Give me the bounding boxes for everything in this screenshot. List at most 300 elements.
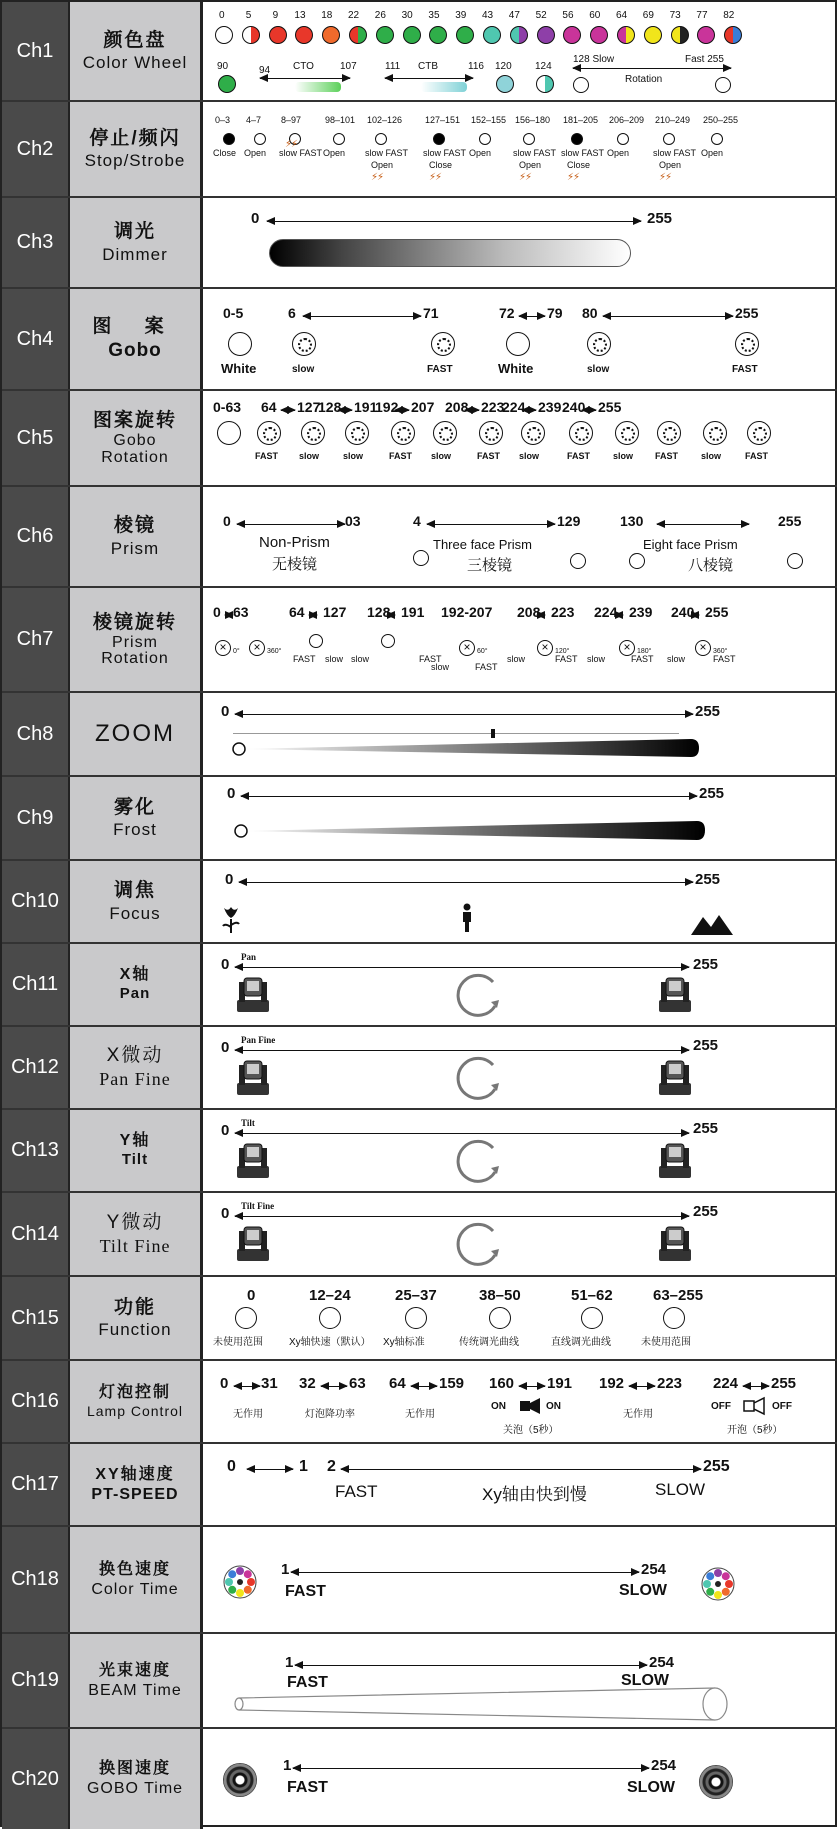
strobe-range: 156–180 (515, 115, 551, 125)
row-ch20 (2, 1729, 837, 1829)
channel-name-en: Lamp Control (86, 1402, 184, 1419)
lamp-off-icon (518, 1397, 542, 1415)
ch13-body (205, 1110, 837, 1191)
gobo-range-c: 71 (423, 305, 439, 321)
channel-name-cn: 棱镜 (113, 515, 156, 536)
channel-number: Ch17 (2, 1444, 70, 1525)
lamp-desc-3: 无作用 (405, 1409, 435, 1420)
strobe-label: Close (213, 148, 237, 158)
channel-name-en: Tilt Fine (99, 1235, 171, 1256)
channel-name (70, 391, 203, 485)
rotation-range: 64 (261, 399, 277, 415)
color-value: 82 (723, 10, 735, 21)
prism-arrow (225, 615, 233, 616)
prism-range: 208 (517, 604, 541, 620)
ptspeed-fast: FAST (335, 1482, 378, 1501)
lamp-arrow (321, 1386, 347, 1387)
lamp-e: 64 (389, 1375, 406, 1392)
rotation-arc-icon (455, 1055, 503, 1103)
ch7-body (205, 588, 837, 691)
three-face-label: Three face Prism (433, 537, 532, 552)
ch18-body (205, 1527, 837, 1632)
lamp-f: 159 (439, 1375, 465, 1392)
channel-name (70, 487, 203, 586)
ptspeed-mid: Xy轴由快到慢 (482, 1485, 587, 1504)
strobe-bolt-icon: ⚡⚡ (429, 172, 442, 183)
eight-face-label-cn: 八棱镜 (688, 557, 734, 574)
color-value: 26 (374, 10, 386, 21)
function-range: 51–62 (571, 1287, 613, 1304)
ch16-body (205, 1361, 837, 1442)
beamtime-arrow (295, 1665, 647, 1666)
channel-name-en: Prism Rotation (101, 633, 169, 668)
ptspeed-a: 0 (227, 1458, 236, 1475)
ch4-body (205, 289, 837, 389)
gobo-range-b: 6 (288, 305, 296, 321)
rotation-label: FAST (567, 451, 591, 461)
ptspeed-arrow-1 (247, 1469, 293, 1470)
channel-name-cn: Y微动 (106, 1211, 164, 1233)
cto-gradient (295, 82, 341, 92)
rotation-range: 223 (481, 399, 505, 415)
row-ch18 (2, 1527, 837, 1634)
rotation-label: FAST (655, 451, 679, 461)
lamp-l: 255 (771, 1375, 797, 1392)
focus-min: 0 (225, 871, 234, 888)
gobo-open-icon (217, 421, 241, 445)
ch15-body (205, 1277, 837, 1359)
gobotime-slow: SLOW (627, 1779, 675, 1796)
ptspeed-d: 255 (703, 1458, 730, 1475)
lamp-j: 223 (657, 1375, 683, 1392)
zoom-wedge (205, 733, 765, 773)
rotation-label: FAST (255, 451, 279, 461)
row-ch3 (2, 198, 837, 289)
prism-range: 224 (594, 604, 618, 620)
strobe-label-2: Open (371, 160, 394, 170)
color-value: 35 (428, 10, 440, 21)
ctb-label: CTB (418, 61, 438, 72)
dimmer-gradient-bar (269, 239, 631, 267)
color-dot (429, 26, 447, 44)
shutter-icon (333, 133, 345, 145)
ch20-body (205, 1729, 837, 1829)
rotation-range: 208 (445, 399, 469, 415)
axis-min: 0 (221, 1122, 230, 1139)
rotation-arc-icon (455, 1221, 503, 1269)
strobe-bolt-icon: ⚡⚡ (567, 172, 580, 183)
lamp-a: 0 (220, 1375, 229, 1392)
rotation-range: 255 (598, 399, 622, 415)
strobe-range: 98–101 (325, 115, 356, 125)
channel-name-en: Pan (119, 985, 151, 1003)
strobe-range: 206–209 (609, 115, 645, 125)
color-dot (376, 26, 394, 44)
channel-number: Ch3 (2, 198, 70, 287)
ch1-body (205, 2, 837, 100)
axis-arrow (235, 1133, 689, 1134)
ch8-body (205, 693, 837, 775)
color-value: 47 (508, 10, 520, 21)
prism-label: FAST (555, 654, 578, 664)
strobe-label: Open (323, 148, 346, 158)
channel-number: Ch7 (2, 588, 70, 691)
moving-head-icon (655, 1140, 695, 1182)
color-value: 13 (294, 10, 306, 21)
row-ch2 (2, 102, 837, 198)
strobe-range: 181–205 (563, 115, 599, 125)
gobo-slow-2: slow (587, 364, 610, 375)
prism-degree: 120° (555, 648, 570, 655)
shutter-icon (617, 133, 629, 145)
flower-icon (221, 905, 241, 933)
zoom-arrow (235, 714, 693, 715)
gobo-wheel-icon (699, 1765, 733, 1799)
axis-min: 0 (221, 1039, 230, 1056)
gobo-rotation-icon (521, 421, 545, 445)
ch1-124: 124 (535, 61, 552, 72)
prism-range: 255 (705, 604, 729, 620)
channel-number: Ch15 (2, 1277, 70, 1359)
lamp-on-1: ON (491, 1401, 506, 1412)
row-ch19 (2, 1634, 837, 1729)
rotation-arrow (465, 410, 479, 411)
axis-max: 255 (693, 1037, 719, 1054)
channel-name (70, 198, 203, 287)
color-dot (242, 26, 260, 44)
function-desc: 传统调光曲线 (459, 1337, 519, 1348)
beamtime-fast: FAST (287, 1674, 328, 1691)
ch1-90: 90 (217, 61, 229, 72)
axis-tag: Pan Fine (241, 1035, 276, 1045)
channel-name-cn: 调焦 (113, 880, 156, 901)
strobe-label: Open (469, 148, 492, 158)
ptspeed-c: 2 (327, 1458, 336, 1475)
moving-head-icon (655, 1057, 695, 1099)
color-dot (456, 26, 474, 44)
channel-number: Ch11 (2, 944, 70, 1025)
row-ch16 (2, 1361, 837, 1444)
color-dot (537, 26, 555, 44)
rotation-arrow (395, 410, 409, 411)
beamtime-slow: SLOW (621, 1672, 669, 1689)
dimmer-min: 0 (251, 210, 260, 227)
strobe-bolt-icon: ⚡⚡ (371, 172, 384, 183)
prism-label: slow (351, 654, 370, 664)
moving-head-icon (655, 974, 695, 1016)
ch1-94: 94 (259, 65, 271, 76)
color-dot (644, 26, 662, 44)
row-ch13 (2, 1110, 837, 1193)
ch17-body (205, 1444, 837, 1525)
channel-number: Ch16 (2, 1361, 70, 1442)
shutter-icon (523, 133, 535, 145)
focus-max: 255 (695, 871, 721, 888)
rotation-label: slow (519, 451, 540, 461)
gobo-rotation-icon (615, 421, 639, 445)
mountain-icon (691, 913, 733, 935)
rotation-range: 0-63 (213, 399, 242, 415)
function-range: 25–37 (395, 1287, 437, 1304)
prism-icon (787, 553, 803, 569)
prism-degree: 360° (267, 648, 282, 655)
channel-name-en: Focus (109, 903, 161, 923)
gobo-range-g: 255 (735, 305, 759, 321)
rotation-arc-icon (455, 1138, 503, 1186)
channel-number: Ch9 (2, 777, 70, 859)
color-dot (322, 26, 340, 44)
gobo-wheel-icon (223, 1763, 257, 1797)
strobe-label: Open (244, 148, 267, 158)
channel-name-en: Gobo Rotation (101, 432, 169, 466)
moving-head-icon (233, 1057, 273, 1099)
gobo-rotation-icon (345, 421, 369, 445)
channel-name (70, 1444, 203, 1525)
rotation-range: 224 (502, 399, 526, 415)
gobo-range-f: 80 (582, 305, 598, 321)
gobo-fast-2: FAST (732, 364, 758, 375)
channel-number: Ch6 (2, 487, 70, 586)
row-ch4 (2, 289, 837, 391)
rotation-arrow (573, 68, 731, 69)
ch1-107: 107 (340, 61, 357, 72)
prism-label: slow (431, 662, 450, 672)
eight-face-label: Eight face Prism (643, 537, 738, 552)
lamp-h: 191 (547, 1375, 573, 1392)
prism-b: 03 (345, 513, 361, 529)
row-ch17 (2, 1444, 837, 1527)
prism-rotation-icon: × (695, 640, 711, 656)
channel-name-en: PT-SPEED (91, 1485, 179, 1503)
color-dot (697, 26, 715, 44)
channel-name-en: Gobo (108, 340, 162, 361)
channel-name (70, 1361, 203, 1442)
color-dot (295, 26, 313, 44)
channel-name (70, 1110, 203, 1191)
channel-name (70, 944, 203, 1025)
strobe-label: slow FAST (561, 148, 605, 158)
gobo-range-a: 0-5 (223, 305, 244, 321)
prism-arrow-3 (657, 524, 749, 525)
function-range: 63–255 (653, 1287, 704, 1304)
strobe-bolt-icon: ⚡⚡ (285, 139, 298, 150)
prism-arrow (537, 615, 545, 616)
channel-name-en: Color Time (91, 1580, 179, 1598)
rotation-range: 127 (297, 399, 321, 415)
cto-label: CTO (293, 61, 314, 72)
lamp-on-icon (742, 1397, 766, 1415)
person-icon (459, 903, 475, 933)
color-dot-90 (218, 75, 236, 93)
moving-head-icon (655, 1223, 695, 1265)
strobe-range: 127–151 (425, 115, 461, 125)
ctb-arrow (385, 78, 473, 79)
axis-max: 255 (693, 956, 719, 973)
channel-name-cn: 换色速度 (98, 1560, 171, 1578)
row-ch6 (2, 487, 837, 588)
axis-arrow (235, 1216, 689, 1217)
row-ch5 (2, 391, 837, 487)
lamp-desc-2: 灯泡降功率 (305, 1409, 355, 1420)
ch9-body (205, 777, 837, 859)
color-dot (269, 26, 287, 44)
ch5-body (205, 391, 837, 485)
ch1-120: 120 (495, 61, 512, 72)
gobo-rotation-icon (703, 421, 727, 445)
rotation-arrow (338, 410, 352, 411)
lamp-desc-1: 无作用 (233, 1409, 263, 1420)
rotation-label: FAST (389, 451, 413, 461)
color-wheel-graphic (701, 1567, 735, 1601)
axis-arrow (235, 967, 689, 968)
function-desc: 未使用范围 (213, 1337, 263, 1348)
color-value: 60 (589, 10, 601, 21)
prism-c: 4 (413, 513, 421, 529)
color-value: 43 (482, 10, 494, 21)
prism-range: 191 (401, 604, 425, 620)
gobo-rotation-icon (433, 421, 457, 445)
gobo-rotation-icon (301, 421, 325, 445)
spiral-icon (381, 634, 395, 648)
strobe-label-2: Close (429, 160, 453, 170)
color-dot (617, 26, 635, 44)
lamp-on-2: ON (546, 1401, 561, 1412)
gobo-rotation-icon (257, 421, 281, 445)
color-value: 69 (642, 10, 654, 21)
channel-name-cn: 光束速度 (98, 1661, 171, 1679)
ch3-body (205, 198, 837, 287)
prism-rotation-icon: × (249, 640, 265, 656)
prism-range: 63 (233, 604, 249, 620)
rotation-label: slow (343, 451, 364, 461)
color-dot (510, 26, 528, 44)
ch14-body (205, 1193, 837, 1275)
gobo-arrow-3 (603, 316, 733, 317)
color-value: 52 (535, 10, 547, 21)
rotation-label: slow (701, 451, 722, 461)
gobotime-a: 1 (283, 1757, 292, 1774)
color-dot (215, 26, 233, 44)
prism-range: 192-207 (441, 604, 493, 620)
rotation-arrow (522, 410, 536, 411)
prism-icon (629, 553, 645, 569)
prism-label: FAST (293, 654, 316, 664)
color-dot-120 (496, 75, 514, 93)
lamp-desc-4: 关泡（5秒） (503, 1425, 559, 1436)
function-range: 12–24 (309, 1287, 351, 1304)
prism-arrow (691, 615, 699, 616)
channel-name-cn: 停止/频闪 (89, 127, 181, 149)
prism-degree: 0° (233, 648, 240, 655)
prism-rotation-icon: × (619, 640, 635, 656)
channel-name-cn: 雾化 (113, 796, 156, 818)
rotation-range: 191 (354, 399, 378, 415)
strobe-range: 210–249 (655, 115, 691, 125)
beam-cone (231, 1686, 751, 1726)
prism-a: 0 (223, 513, 231, 529)
rotation-range: 207 (411, 399, 435, 415)
prism-rotation-icon: × (537, 640, 553, 656)
channel-name-en: Function (98, 1320, 172, 1340)
gobo-rotation-icon (569, 421, 593, 445)
prism-range: 127 (323, 604, 347, 620)
channel-name (70, 2, 203, 100)
function-icon (489, 1307, 511, 1329)
rotation-range: 239 (538, 399, 562, 415)
color-dot (590, 26, 608, 44)
channel-name-cn: 换图速度 (98, 1760, 171, 1777)
axis-max: 255 (693, 1120, 719, 1137)
prism-arrow-1 (237, 524, 345, 525)
lamp-arrow (411, 1386, 437, 1387)
channel-name-cn: 图 案 (92, 316, 178, 338)
shutter-icon (571, 133, 583, 145)
rotation-label: FAST (477, 451, 501, 461)
channel-name (70, 777, 203, 859)
beamtime-a: 1 (285, 1654, 294, 1671)
rotation-range: 128 (318, 399, 342, 415)
gobo-rotation-icon (747, 421, 771, 445)
strobe-range: 102–126 (367, 115, 403, 125)
channel-name-en: ZOOM (95, 720, 175, 747)
frost-arrow (241, 796, 697, 797)
channel-name-en: BEAM Time (88, 1681, 182, 1699)
color-value: 39 (455, 10, 467, 21)
axis-tag: Tilt Fine (241, 1201, 275, 1211)
channel-number: Ch8 (2, 693, 70, 775)
prism-degree: 180° (637, 648, 652, 655)
lamp-desc-6: 开泡（5秒） (727, 1425, 783, 1436)
channel-name-cn: X轴 (119, 966, 151, 984)
function-desc: Xy轴快速（默认） (289, 1337, 371, 1348)
channel-name-en: Pan Fine (99, 1069, 171, 1090)
channel-name (70, 1729, 203, 1829)
lamp-i: 192 (599, 1375, 625, 1392)
ctb-gradient (421, 82, 467, 92)
channel-name-en: Frost (113, 820, 157, 840)
row-ch11 (2, 944, 837, 1027)
color-dot (671, 26, 689, 44)
shutter-icon (375, 133, 387, 145)
lamp-d: 63 (349, 1375, 366, 1392)
rotation-arrow (281, 410, 295, 411)
ptspeed-arrow-2 (341, 1469, 701, 1470)
rotation-fast-dot (715, 77, 731, 93)
gobo-slow-1: slow (292, 364, 315, 375)
channel-name-cn: 调光 (113, 221, 156, 242)
channel-name-cn: XY轴速度 (95, 1465, 175, 1483)
color-dot (349, 26, 367, 44)
channel-name (70, 1277, 203, 1359)
rotation-arrow (582, 410, 596, 411)
function-desc: 未使用范围 (641, 1337, 691, 1348)
gobo-fast-1: FAST (427, 364, 453, 375)
channel-number: Ch13 (2, 1110, 70, 1191)
row-ch7 (2, 588, 837, 693)
channel-number: Ch4 (2, 289, 70, 389)
prism-range: 240 (671, 604, 695, 620)
ch2-body (205, 102, 837, 196)
color-value: 64 (616, 10, 628, 21)
dimmer-max: 255 (647, 210, 673, 227)
strobe-label-2: Open (659, 160, 682, 170)
colortime-b: 254 (641, 1561, 667, 1578)
color-wheel-graphic (223, 1565, 257, 1599)
axis-min: 0 (221, 1205, 230, 1222)
lamp-c: 32 (299, 1375, 316, 1392)
channel-name-en: Stop/Strobe (84, 151, 186, 171)
rotation-label: slow (299, 451, 320, 461)
